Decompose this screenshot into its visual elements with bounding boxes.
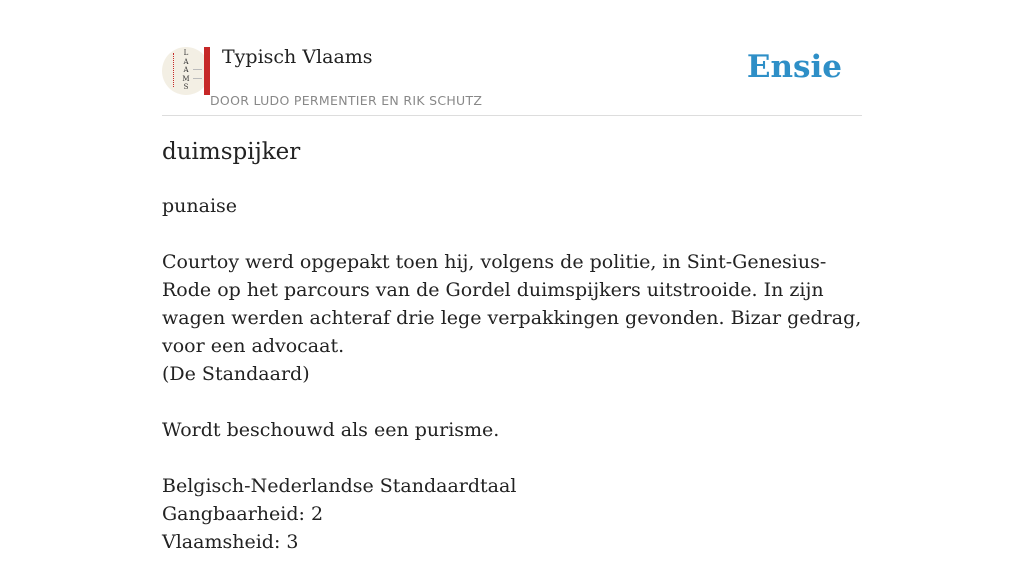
logo-letter: A bbox=[183, 57, 189, 66]
entry-meta-register: Belgisch-Nederlandse Standaardtaal bbox=[162, 475, 517, 497]
entry-source: (De Standaard) bbox=[162, 363, 310, 385]
entry-body bbox=[162, 192, 867, 584]
entry-term: duimspijker bbox=[162, 139, 301, 165]
dictionary-header bbox=[162, 40, 862, 116]
logo-lines bbox=[193, 69, 202, 79]
entry-example-block bbox=[162, 248, 867, 388]
logo-red-stripe bbox=[204, 47, 210, 95]
entry-meta-gangbaarheid: Gangbaarheid: 2 bbox=[162, 503, 324, 525]
entry-meta-vlaamsheid: Vlaamsheid: 3 bbox=[162, 531, 299, 553]
entry-definition: punaise bbox=[162, 195, 238, 217]
entry-example: Courtoy werd opgepakt toen hij, volgens de politie, in Sint-Genesius-Rode op het parcours van de Gordel duimspijkers uitstrooide. In zijn wagen werden achteraf drie lege verpakkingen gevonden. Bizar gedrag, voor een advocaat. bbox=[162, 251, 862, 357]
dictionary-logo[interactable] bbox=[162, 47, 210, 95]
logo-letter: S bbox=[183, 83, 189, 91]
logo-dotted-mark bbox=[173, 53, 177, 87]
logo-letter: M bbox=[182, 74, 190, 83]
dictionary-title[interactable]: Typisch Vlaams bbox=[222, 46, 373, 68]
logo-letters bbox=[181, 49, 191, 92]
logo-letter: L bbox=[183, 49, 189, 57]
entry-meta bbox=[162, 472, 867, 556]
entry-note: Wordt beschouwd als een purisme. bbox=[162, 419, 500, 441]
ensie-brand-logo[interactable]: Ensie bbox=[746, 49, 842, 85]
dictionary-authors: DOOR LUDO PERMENTIER EN RIK SCHUTZ bbox=[210, 93, 483, 108]
logo-letter: A bbox=[183, 66, 189, 74]
